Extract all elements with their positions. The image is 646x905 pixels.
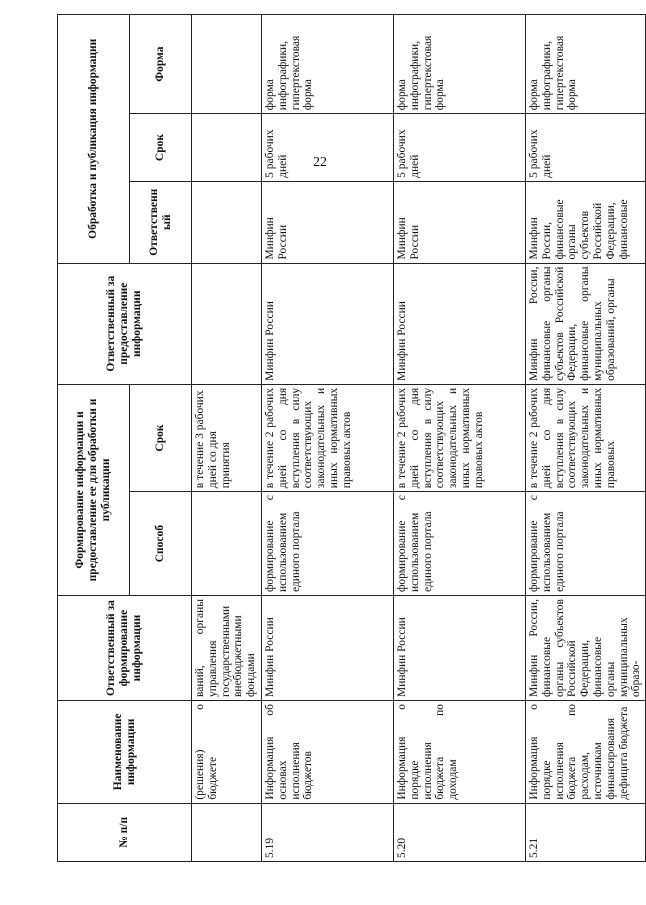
cell-num: 5.20 [394,803,526,861]
cell-resp: Минфин России, финансовые органы субъектов Российской Федерации, финансовые [526,181,646,263]
budget-info-table [57,14,646,862]
cell-form: форма инфографики, гипертекстовая форма [526,15,646,114]
cell-form [192,15,262,114]
header-term2: Срок [130,114,192,182]
cell-resp: Минфин России [262,181,394,263]
cell-resp-form: ваний, органы управления государственными внебюджетными фондами [192,596,262,701]
table-row [192,15,262,862]
cell-term: в течение 2 рабочих дней со дня вступления в силу соответствующих законодательных и иных нормативных правовых актов [394,384,526,491]
header-form: Форма [130,15,192,114]
table-row [262,15,394,862]
header-resp: Ответственный [130,181,192,263]
cell-resp-provide [192,263,262,384]
cell-num [192,803,262,861]
page-number: 22 [313,155,327,170]
cell-term2: 5 рабочих дней [526,114,646,182]
header-row-1 [58,15,130,862]
cell-term: в течение 3 рабочих дней со дня принятия [192,384,262,491]
cell-method: формирование с использованием единого портала [526,492,646,596]
cell-resp-provide: Минфин России [262,263,394,384]
header-num: № п/п [58,803,192,861]
cell-resp-form: Минфин России, финансовые органы субъектов Российской Федерации, финансовые органы муниципальных образо- [526,596,646,701]
header-term: Срок [130,384,192,491]
cell-resp-form: Минфин России [394,596,526,701]
header-resp-form: Ответственный за формирование информации [58,596,192,701]
header-method: Способ [130,492,192,596]
cell-method: формирование с использованием единого портала [394,492,526,596]
table-row [394,15,526,862]
cell-resp-provide: Минфин России, финансовые органы субъектов Российской Федерации, финансовые органы муниципальных образований, органы [526,263,646,384]
table-row [526,15,646,862]
cell-term: в течение 2 рабочих дней со дня вступления в силу соответствующих законодательных и иных нормативных правовых [526,384,646,491]
cell-resp-provide: Минфин России [394,263,526,384]
cell-resp-form: Минфин России [262,596,394,701]
cell-name: Информация о порядке исполнения бюджета по доходам [394,701,526,804]
cell-resp: Минфин России [394,181,526,263]
cell-method [192,492,262,596]
cell-num: 5.21 [526,803,646,861]
cell-name: (решения) о бюджете [192,701,262,804]
cell-name: Информация о порядке исполнения бюджета по расходам, источникам финансирования дефицита бюджета [526,701,646,804]
cell-num: 5.19 [262,803,394,861]
cell-method: формирование с использованием единого портала [262,492,394,596]
cell-form: форма инфографики, гипертекстовая форма [394,15,526,114]
cell-term2: 5 рабочих дней [262,114,394,182]
header-resp-provide: Ответственный за предоставление информации [58,263,192,384]
header-name: Наименование информации [58,701,192,804]
header-group-form: Формирование информации и предоставление ее для обработки и публикации [58,384,130,595]
cell-form: форма инфографики, гипертекстовая форма [262,15,394,114]
cell-term2: 5 рабочих дней [394,114,526,182]
cell-term2 [192,114,262,182]
cell-resp [192,181,262,263]
cell-term: в течение 2 рабочих дней со дня вступления в силу соответствующих законодательных и иных нормативных правовых актов [262,384,394,491]
cell-name: Информация об основах исполнения бюджетов [262,701,394,804]
header-group-publish: Обработка и публикация информации [58,15,130,264]
rotated-table-container [57,14,643,862]
